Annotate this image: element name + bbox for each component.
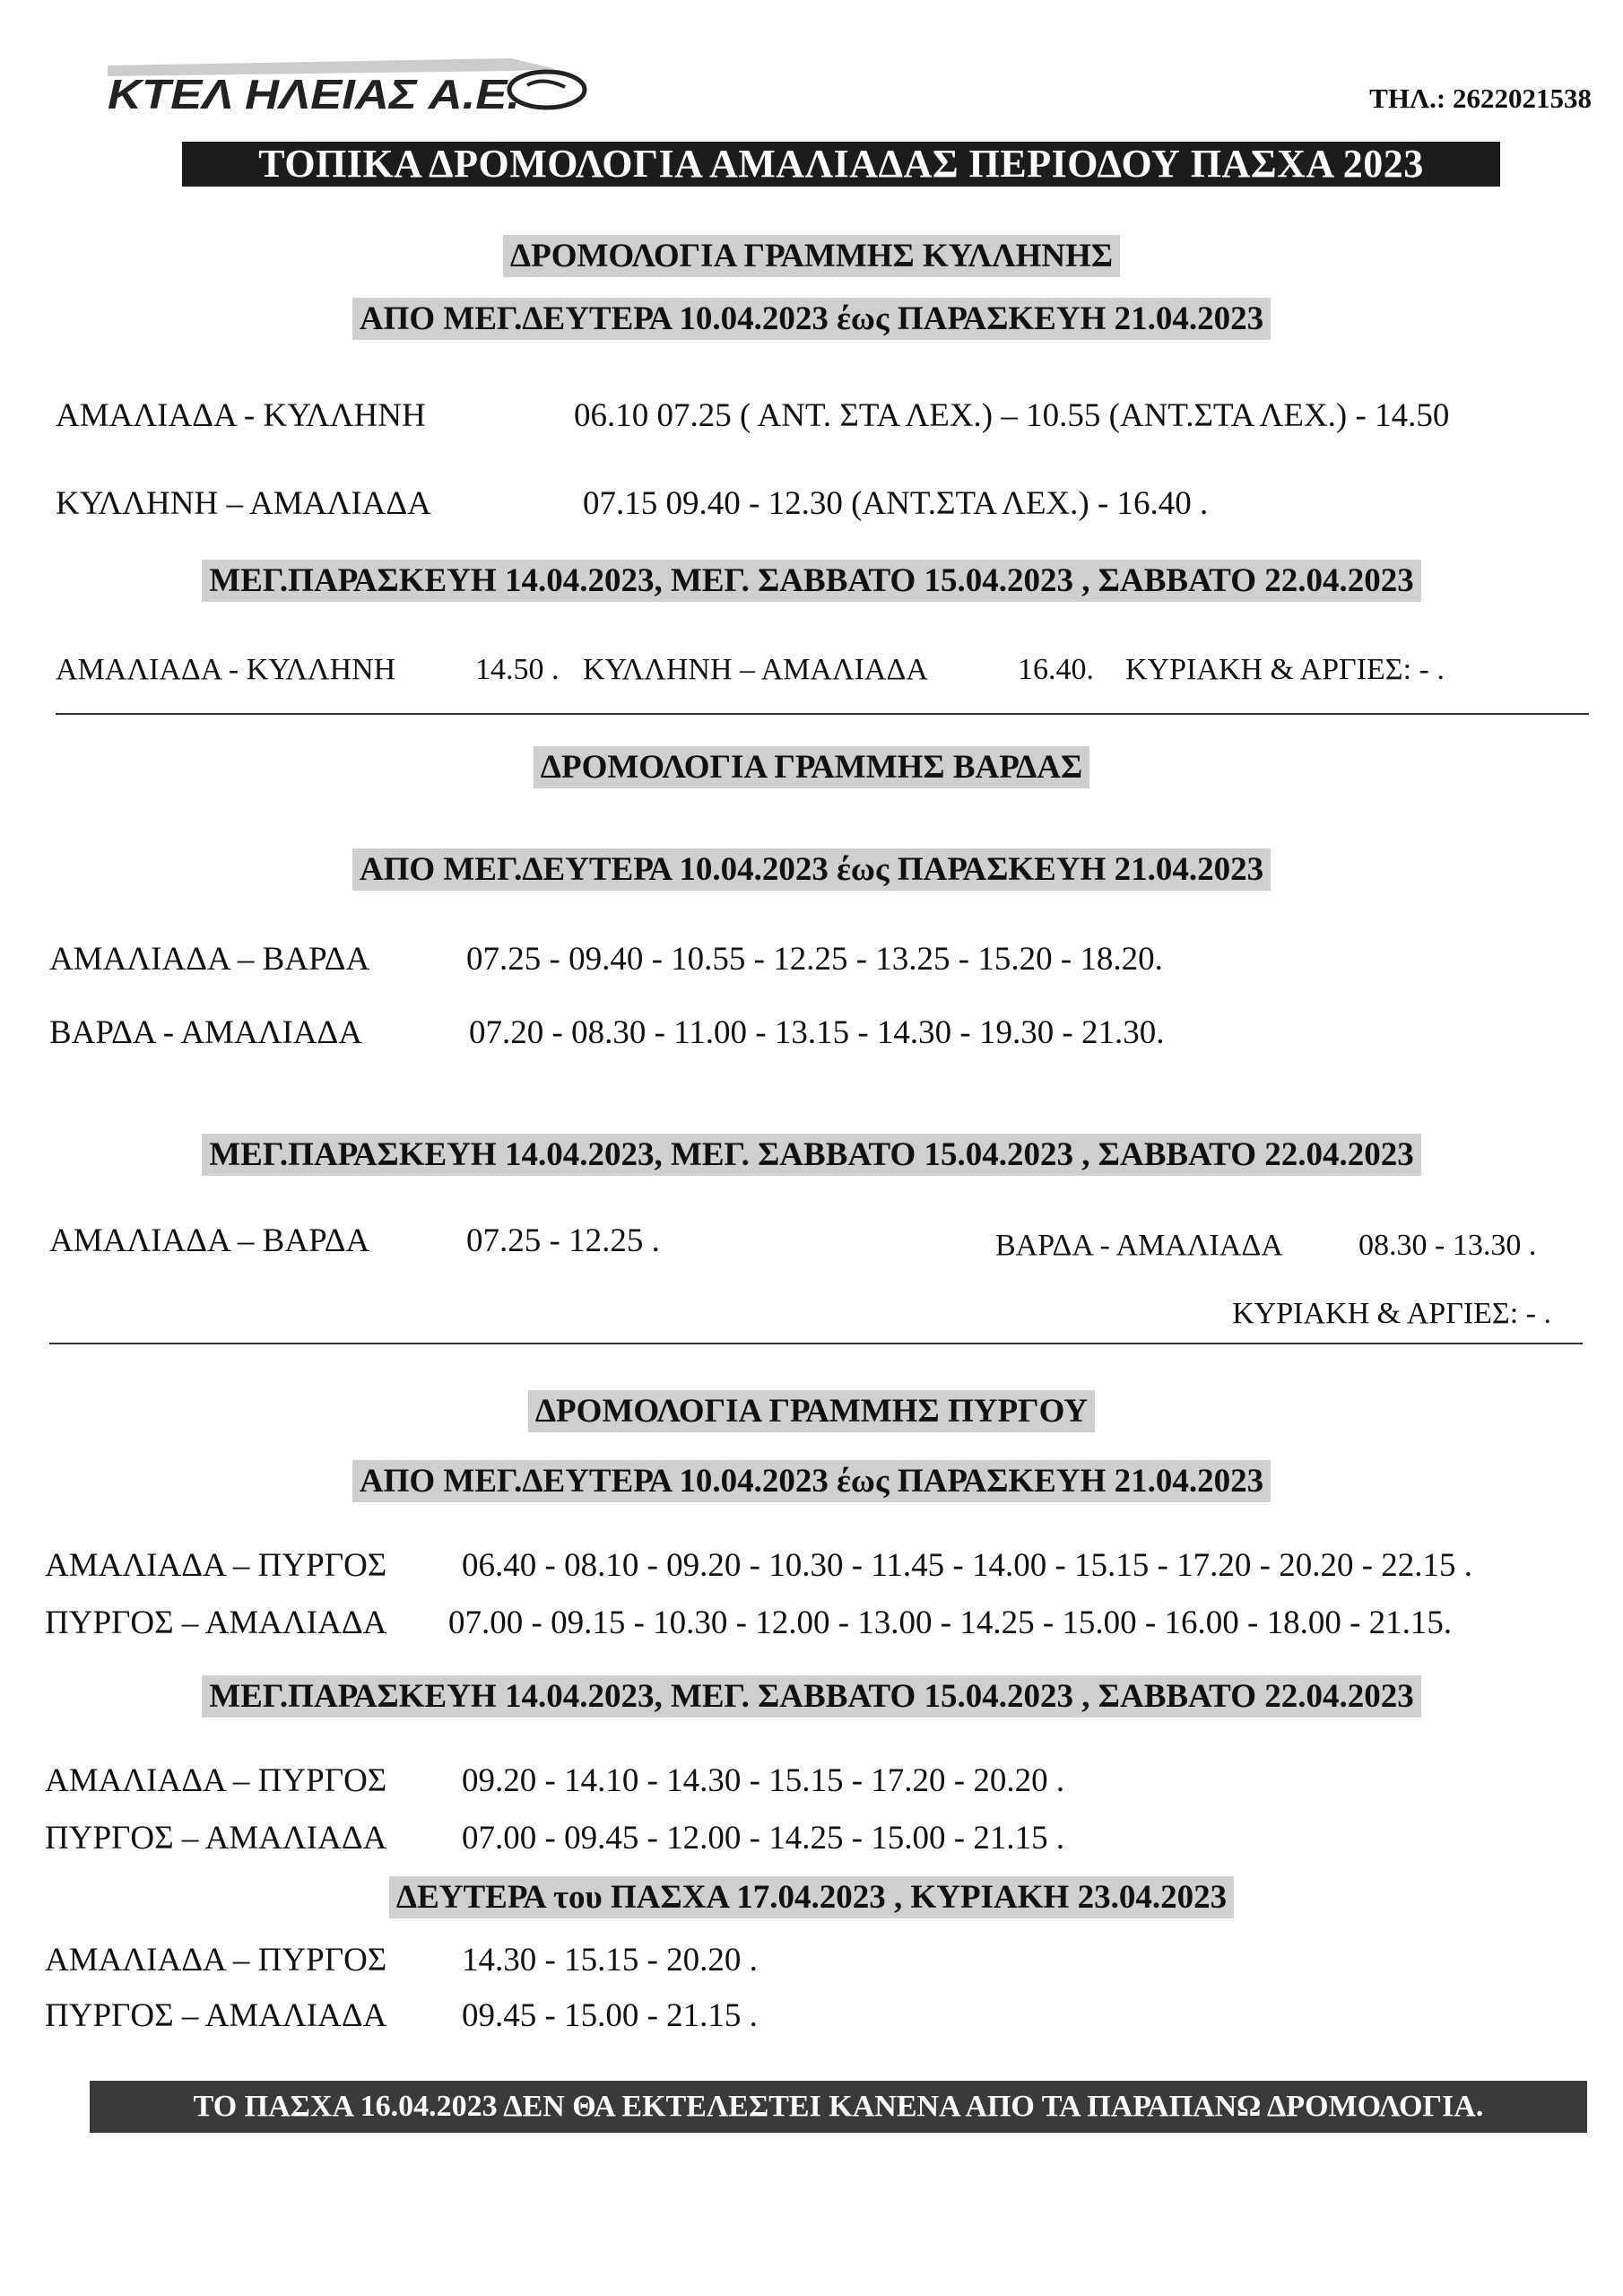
pyrgos-row5 bbox=[45, 1941, 758, 1979]
pyrgos-period1-row bbox=[0, 1460, 1623, 1502]
kyllini-period2: ΜΕΓ.ΠΑΡΑΣΚΕΥΗ 14.04.2023, ΜΕΓ. ΣΑΒΒΑΤΟ 15.04.2023 , ΣΑΒΒΑΤΟ 22.04.2023 bbox=[202, 560, 1420, 602]
times: 08.30 - 13.30 . bbox=[1358, 1229, 1537, 1262]
route-label: ΑΜΑΛΙΑΔΑ – ΒΑΡΔΑ bbox=[49, 1222, 370, 1259]
times: 07.25 - 12.25 . bbox=[466, 1222, 660, 1259]
route-label: ΑΜΑΛΙΑΔΑ – ΒΑΡΔΑ bbox=[49, 941, 370, 978]
varda-row1 bbox=[49, 940, 1163, 978]
times: 09.20 - 14.10 - 14.30 - 15.15 - 17.20 - 20.20 . bbox=[462, 1762, 1065, 1799]
varda-period1: ΑΠΟ ΜΕΓ.ΔΕΥΤΕΡΑ 10.04.2023 έως ΠΑΡΑΣΚΕΥΗ 21.04.2023 bbox=[352, 848, 1271, 891]
varda-period2: ΜΕΓ.ΠΑΡΑΣΚΕΥΗ 14.04.2023, ΜΕΓ. ΣΑΒΒΑΤΟ 15.04.2023 , ΣΑΒΒΑΤΟ 22.04.2023 bbox=[202, 1134, 1420, 1176]
varda-row2 bbox=[49, 1013, 1165, 1052]
kyllini-row1 bbox=[56, 396, 1449, 435]
logo-text: ΚΤΕΛ ΗΛΕΙΑΣ Α.Ε. bbox=[108, 71, 520, 117]
times: 07.00 - 09.45 - 12.00 - 14.25 - 15.00 - 21.15 . bbox=[462, 1820, 1065, 1857]
pyrgos-heading-row bbox=[0, 1390, 1623, 1432]
route-label: ΑΜΑΛΙΑΔΑ - ΚΥΛΛΗΝΗ bbox=[56, 653, 396, 686]
times: 14.30 - 15.15 - 20.20 . bbox=[462, 1942, 758, 1979]
varda-row3-right bbox=[995, 1229, 1536, 1263]
pyrgos-period3: ΔΕΥΤΕΡΑ του ΠΑΣΧΑ 17.04.2023 , ΚΥΡΙΑΚΗ 23.04.2023 bbox=[389, 1876, 1234, 1918]
varda-sunday-note: ΚΥΡΙΑΚΗ & ΑΡΓΙΕΣ: - . bbox=[1232, 1297, 1551, 1330]
kyllini-period2-row bbox=[0, 560, 1623, 602]
pyrgos-row6 bbox=[45, 1996, 758, 2035]
route-label: ΠΥΡΓΟΣ – ΑΜΑΛΙΑΔΑ bbox=[45, 1820, 387, 1857]
section-divider bbox=[56, 713, 1589, 715]
sunday-note: ΚΥΡΙΑΚΗ & ΑΡΓΙΕΣ: - . bbox=[1125, 653, 1445, 686]
varda-row3-left bbox=[49, 1222, 660, 1260]
pyrgos-period2-row bbox=[0, 1675, 1623, 1718]
kyllini-period1: ΑΠΟ ΜΕΓ.ΔΕΥΤΕΡΑ 10.04.2023 έως ΠΑΡΑΣΚΕΥΗ 21.04.2023 bbox=[352, 298, 1271, 340]
route-label: ΑΜΑΛΙΑΔΑ – ΠΥΡΓΟΣ bbox=[45, 1547, 387, 1584]
times: 07.25 - 09.40 - 10.55 - 12.25 - 13.25 - 15.20 - 18.20. bbox=[466, 941, 1163, 978]
varda-period1-row bbox=[0, 848, 1623, 891]
route-label: ΠΥΡΓΟΣ – ΑΜΑΛΙΑΔΑ bbox=[45, 1997, 387, 2034]
pyrgos-period1: ΑΠΟ ΜΕΓ.ΔΕΥΤΕΡΑ 10.04.2023 έως ΠΑΡΑΣΚΕΥΗ 21.04.2023 bbox=[352, 1460, 1271, 1502]
pyrgos-row2 bbox=[45, 1604, 1452, 1642]
varda-heading-row bbox=[0, 746, 1623, 788]
route-label: ΚΥΛΛΗΝΗ – ΑΜΑΛΙΑΔΑ bbox=[56, 485, 431, 522]
pyrgos-heading: ΔΡΟΜΟΛΟΓΙΑ ΓΡΑΜΜΗΣ ΠΥΡΓΟΥ bbox=[528, 1390, 1095, 1432]
route-label: ΚΥΛΛΗΝΗ – ΑΜΑΛΙΑΔΑ bbox=[583, 653, 928, 686]
varda-period2-row bbox=[0, 1134, 1623, 1176]
times: 06.40 - 08.10 - 09.20 - 10.30 - 11.45 - 14.00 - 15.15 - 17.20 - 20.20 - 22.15 . bbox=[462, 1547, 1473, 1584]
route-label: ΑΜΑΛΙΑΔΑ - ΚΥΛΛΗΝΗ bbox=[56, 397, 426, 434]
times: 06.10 07.25 ( ΑΝΤ. ΣΤΑ ΛΕΧ.) – 10.55 (ΑΝΤ.ΣΤΑ ΛΕΧ.) - 14.50 bbox=[574, 397, 1450, 434]
route-label: ΑΜΑΛΙΑΔΑ – ΠΥΡΓΟΣ bbox=[45, 1942, 387, 1979]
times: 07.00 - 09.15 - 10.30 - 12.00 - 13.00 - 14.25 - 15.00 - 16.00 - 18.00 - 21.15. bbox=[448, 1605, 1453, 1641]
easter-notice: ΤΟ ΠΑΣΧΑ 16.04.2023 ΔΕΝ ΘΑ ΕΚΤΕΛΕΣΤΕΙ ΚΑΝΕΝΑ ΑΠΟ ΤΑ ΠΑΡΑΠΑΝΩ ΔΡΟΜΟΛΟΓΙΑ. bbox=[90, 2081, 1587, 2133]
pyrgos-period2: ΜΕΓ.ΠΑΡΑΣΚΕΥΗ 14.04.2023, ΜΕΓ. ΣΑΒΒΑΤΟ 15.04.2023 , ΣΑΒΒΑΤΟ 22.04.2023 bbox=[202, 1675, 1420, 1718]
pyrgos-period3-row bbox=[0, 1876, 1623, 1918]
logo-graphic bbox=[90, 49, 592, 117]
times: 07.15 09.40 - 12.30 (ΑΝΤ.ΣΤΑ ΛΕΧ.) - 16.40 . bbox=[583, 485, 1209, 522]
section-divider bbox=[49, 1343, 1583, 1344]
route-label: ΑΜΑΛΙΑΔΑ – ΠΥΡΓΟΣ bbox=[45, 1762, 387, 1799]
route-label: ΒΑΡΔΑ - ΑΜΑΛΙΑΔΑ bbox=[995, 1229, 1283, 1262]
pyrgos-row1 bbox=[45, 1546, 1472, 1585]
kyllini-row3 bbox=[56, 653, 1445, 687]
varda-heading: ΔΡΟΜΟΛΟΓΙΑ ΓΡΑΜΜΗΣ ΒΑΡΔΑΣ bbox=[534, 746, 1089, 788]
kyllini-heading-row bbox=[0, 235, 1623, 277]
pyrgos-row4 bbox=[45, 1819, 1064, 1857]
pyrgos-row3 bbox=[45, 1761, 1064, 1800]
times: 16.40. bbox=[1018, 653, 1094, 686]
page-title: ΤΟΠΙΚΑ ΔΡΟΜΟΛΟΓΙΑ ΑΜΑΛΙΑΔΑΣ ΠΕΡΙΟΔΟΥ ΠΑΣΧΑ 2023 bbox=[182, 142, 1500, 187]
route-label: ΠΥΡΓΟΣ – ΑΜΑΛΙΑΔΑ bbox=[45, 1605, 387, 1641]
phone-number: ΤΗΛ.: 2622021538 bbox=[1369, 83, 1592, 114]
times: 09.45 - 15.00 - 21.15 . bbox=[462, 1997, 758, 2034]
kyllini-period1-row bbox=[0, 298, 1623, 340]
kyllini-heading: ΔΡΟΜΟΛΟΓΙΑ ΓΡΑΜΜΗΣ ΚΥΛΛΗΝΗΣ bbox=[503, 235, 1120, 277]
route-label: ΒΑΡΔΑ - ΑΜΑΛΙΑΔΑ bbox=[49, 1014, 363, 1051]
times: 07.20 - 08.30 - 11.00 - 13.15 - 14.30 - 19.30 - 21.30. bbox=[469, 1014, 1165, 1051]
company-logo bbox=[90, 49, 592, 117]
kyllini-row2 bbox=[56, 484, 1208, 523]
times: 14.50 . bbox=[475, 653, 560, 686]
